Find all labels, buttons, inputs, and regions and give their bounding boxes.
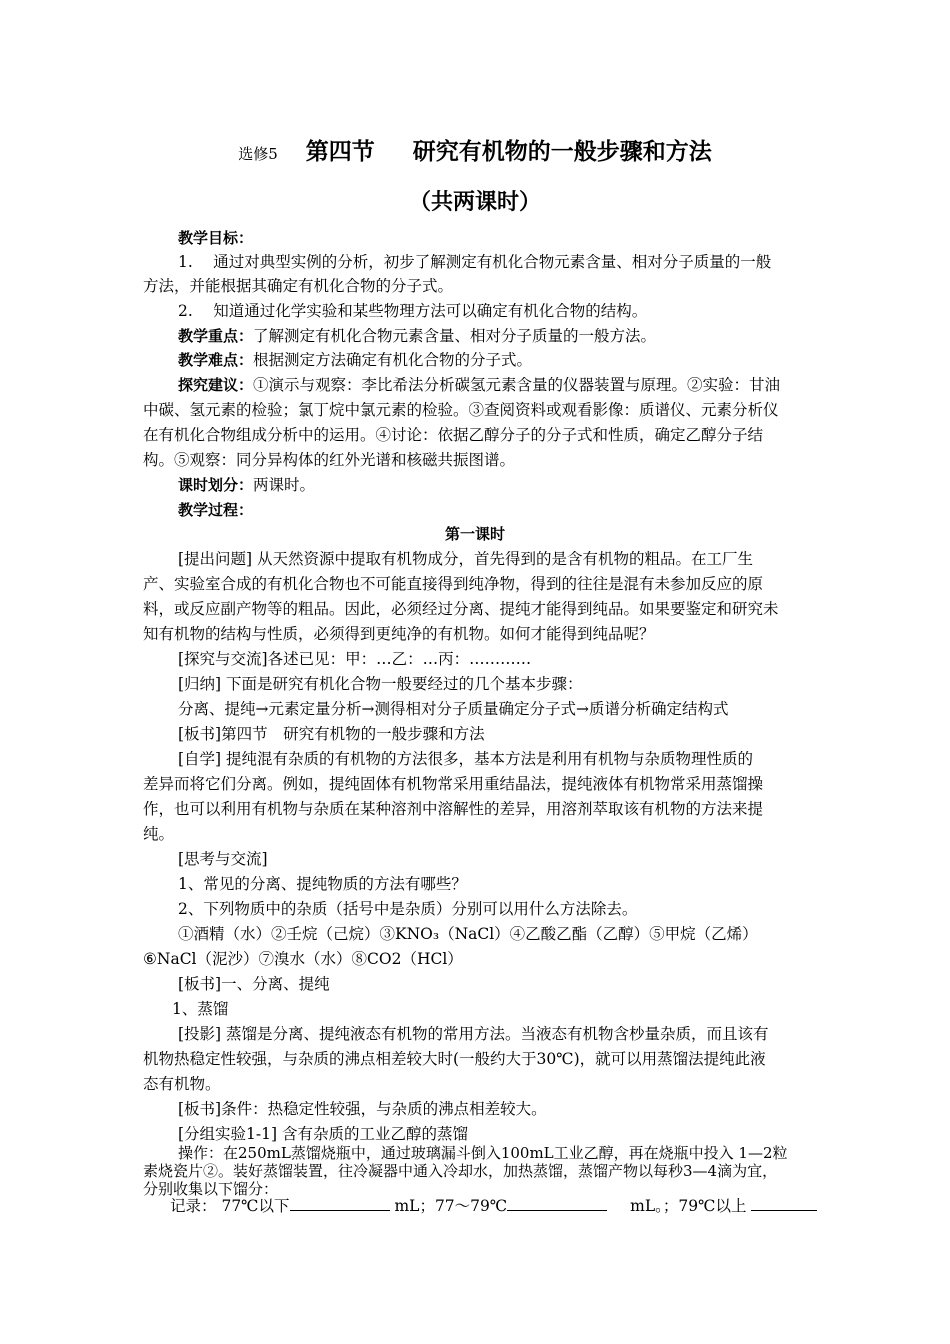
p1-line4: 知有机物的结构与性质，必须得到更纯净的有机物。如何才能得到纯品呢？ [143,625,655,643]
document-title [0,133,950,166]
p1-line1: [提出问题] 从天然资源中提取有机物成分，首先得到的是含有机物的粗品。在工厂生 [178,550,754,568]
document-subtitle: （共两课时） [408,190,541,215]
p5: [板书]第四节 研究有机物的一般步骤和方法 [178,725,485,743]
record-range-3: mL。；79℃以上 [630,1197,747,1215]
difficulty-point [178,348,532,372]
title-section: 第四节 [305,139,375,165]
difficulty-text: 根据测定方法确定有机化合物的分子式。 [253,351,533,369]
record-range-2: mL；77～79℃ [394,1197,508,1215]
p7: [思考与交流] [178,850,268,868]
record-label: 记录： [170,1197,217,1215]
p13-line3: 态有机物。 [143,1075,221,1093]
p10-line2: ⑥NaCl（泥沙）⑦溴水（水）⑧CO2（HCl） [143,950,463,968]
p6-line1: [自学] 提纯混有杂质的有机物的方法很多，基本方法是利用有机物与杂质物理性质的 [178,750,754,768]
p13-line2: 机物热稳定性较强，与杂质的沸点相差较大时(一般约大于30℃)，就可以用蒸馏法提纯此液 [143,1050,766,1068]
p16-line1: 操作：在250mL蒸馏烧瓶中，通过玻璃漏斗倒入100mL工业乙醇，再在烧瓶中投入 1—2粒 [178,1144,788,1162]
objective-1-line2: 方法，并能根据其确定有机化合物的分子式。 [143,277,454,295]
record-line [170,1194,817,1218]
p15: [分组实验1-1] 含有杂质的工业乙醇的蒸馏 [178,1125,468,1143]
p3: [归纳] 下面是研究有机化合物一般要经过的几个基本步骤： [178,675,583,693]
hours-label: 课时划分： [178,476,254,494]
objective-1-line1: 1. 通过对典型实例的分析，初步了解测定有机化合物元素含量、相对分子质量的一般 [178,253,772,271]
p12: 1、蒸馏 [172,1000,229,1018]
difficulty-label: 教学难点： [178,351,254,369]
hours-text: 两课时。 [253,476,316,494]
key-label: 教学重点： [178,327,254,345]
record-blank-1[interactable] [290,1196,390,1211]
p2: [探究与交流]各述已见：甲：…乙：…丙：………… [178,650,532,668]
p6-line3: 作，也可以利用有机物与杂质在某种溶剂中溶解性的差异，用溶剂萃取该有机物的方法来提 [143,800,764,818]
process-heading: 教学过程： [178,501,254,519]
inquiry-line3: 在有机化合物组成分析中的运用。④讨论：依据乙醇分子的分子式和性质，确定乙醇分子结 [143,426,764,444]
p13-line1: [投影] 蒸馏是分离、提纯液态有机物的常用方法。当液态有机物含杪量杂质，而且该有 [178,1025,769,1043]
p16-line3: 分别收集以下馏分： [143,1180,279,1198]
inquiry-line4: 构。⑤观察：同分异构体的红外光谱和核磁共振图谱。 [143,451,516,469]
record-blank-2[interactable] [507,1196,607,1211]
inquiry-label: 探究建议： [178,376,254,394]
title-prefix: 选修5 [238,145,278,163]
p14: [板书]条件：热稳定性较强，与杂质的沸点相差较大。 [178,1100,547,1118]
p16-line2: 素烧瓷片②。装好蒸馏装置，往冷凝器中通入冷却水，加热蒸馏，蒸馏产物以每秒3—4滴为宜， [143,1162,778,1180]
objectives-heading: 教学目标： [178,229,254,247]
key-text: 了解测定有机化合物元素含量、相对分子质量的一般方法。 [253,327,657,345]
record-range-1: 77℃以下 [221,1197,290,1215]
p9: 2、下列物质中的杂质（括号中是杂质）分别可以用什么方法除去。 [178,900,638,918]
hours [178,473,315,497]
p6-line2: 差异而将它们分离。例如，提纯固体有机物常采用重结晶法，提纯液体有机物常采用蒸馏操 [143,775,764,793]
objective-2: 2. 知道通过化学实验和某些物理方法可以确定有机化合物的结构。 [178,302,648,320]
p8: 1、常见的分离、提纯物质的方法有哪些？ [178,875,467,893]
title-name: 研究有机物的一般步骤和方法 [412,139,712,165]
p1-line3: 料，或反应副产物等的粗品。因此，必须经过分离、提纯才能得到纯品。如果要鉴定和研究未 [143,600,779,618]
inquiry-line2: 中碳、氢元素的检验；氯丁烷中氯元素的检验。③查阅资料或观看影像：质谱仪、元素分析仪 [143,401,779,419]
key-point [178,324,656,348]
p10-line1: ①酒精（水）②壬烷（己烷）③KNO₃（NaCl）④乙酸乙酯（乙醇）⑤甲烷（乙烯） [178,925,758,943]
lesson-title: 第一课时 [444,525,505,543]
p11: [板书]一、分离、提纯 [178,975,330,993]
p6-line4: 纯。 [143,825,175,843]
p1-line2: 产、实验室合成的有机化合物也不可能直接得到纯净物，得到的往往是混有未参加反应的原 [143,575,764,593]
p4: 分离、提纯→元素定量分析→测得相对分子质量确定分子式→质谱分析确定结构式 [178,700,729,718]
inquiry-line1 [178,373,780,397]
inquiry-text-1: ①演示与观察：李比希法分析碳氢元素含量的仪器装置与原理。②实验：甘油 [253,376,781,394]
record-blank-3[interactable] [751,1196,817,1211]
